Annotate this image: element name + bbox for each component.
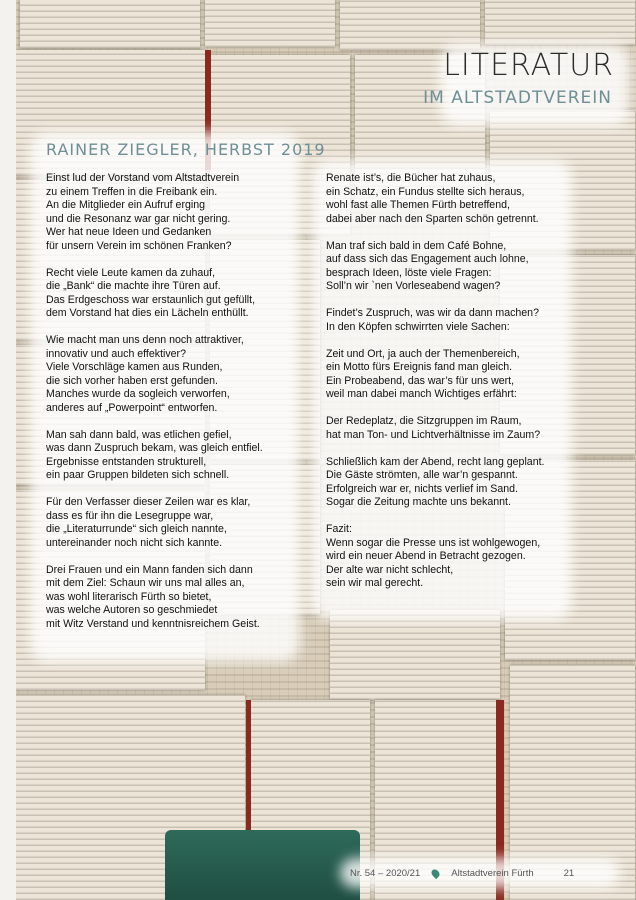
stanza: Schließlich kam der Abend, recht lang geplant. Die Gäste strömten, alle war’n gespannt. Erfolgreich war er, nichts verlief im Sand. Sogar die Zeitung machte uns bekannt. [326, 455, 545, 508]
stanza: Zeit und Ort, ja auch der Themenbereich, ein Motto fürs Ereignis fand man gleich. Ein Probeabend, das war’s für uns wert, weil man dabei manch Wichtiges erfährt: [326, 347, 520, 400]
stanza: Für den Verfasser dieser Zeilen war es klar, dass es für ihn die Lesegruppe war, die „Literaturrunde“ sich gleich nannte, untereinander noch nicht sich kannte. [46, 496, 251, 549]
page-subtitle: IM ALTSTADTVEREIN [423, 88, 612, 108]
poem-right-column [326, 172, 566, 604]
page-footer [350, 866, 610, 880]
article-byline: RAINER ZIEGLER, HERBST 2019 [46, 140, 326, 159]
stanza: Einst lud der Vorstand vom Altstadtverein zu einem Treffen in die Freibank ein. An die Mitglieder ein Aufruf erging und die Resonanz war gar nicht gering. Wer hat neue Ideen und Gedanken für unsern Verein im schönen Franken? [46, 172, 240, 252]
stanza: Findet’s Zuspruch, was wir da dann machen? In den Köpfen schwirrten viele Sachen: [326, 307, 539, 333]
page-number: 21 [563, 867, 575, 879]
stanza: Der Redeplatz, die Sitzgruppen im Raum, hat man Ton- und Lichtverhältnisse im Zaum? [326, 415, 541, 441]
issue-number: Nr. 54 – 2020/21 [350, 867, 421, 879]
stanza: Renate ist’s, die Bücher hat zuhaus, ein Schatz, ein Fundus stellte sich heraus, wohl fast alle Themen Fürth betreffend, dabei aber nach den Sparten schön getrennt. [326, 172, 539, 225]
stanza: Man traf sich bald in dem Café Bohne, auf dass sich das Engagement auch lohne, besprach Ideen, löste viele Fragen: Soll’n wir `nen Vorleseabend wagen? [326, 239, 529, 292]
stanza: Man sah dann bald, was etlichen gefiel, was dann Zuspruch bekam, was gleich entfiel. Ergebnisse entstanden strukturell, ein paar Gruppen bildeten sich schnell. [46, 428, 263, 481]
poem-left-column [46, 172, 296, 645]
location-pin-icon [430, 867, 441, 878]
page-title: LITERATUR [443, 48, 614, 83]
stanza: Recht viele Leute kamen da zuhauf, die „Bank“ die machte ihre Türen auf. Das Erdgeschoss war erstaunlich gut gefüllt, dem Vorstand hat dies ein Lächeln enthüllt. [46, 266, 256, 319]
stanza: Wie macht man uns denn noch attraktiver, innovativ und auch effektiver? Viele Vorschläge kamen aus Runden, die sich vorher haben erst gefunden. Manches wurde da sogleich verworfen, anderes auf „Powerpoint“ entworfen. [46, 334, 244, 414]
stanza: Drei Frauen und ein Mann fanden sich dann mit dem Ziel: Schaun wir uns mal alles an, was wohl literarisch Fürth so bietet, was welche Autoren so geschmiedet mit Witz Verstand und kenntnisreichem Geist. [46, 563, 260, 630]
stanza: Fazit: Wenn sogar die Presse uns ist wohlgewogen, wird ein neuer Abend in Betracht gezogen. Der alte war nicht schlecht, sein wir mal gerecht. [326, 523, 541, 589]
organization-name: Altstadtverein Fürth [451, 867, 534, 879]
